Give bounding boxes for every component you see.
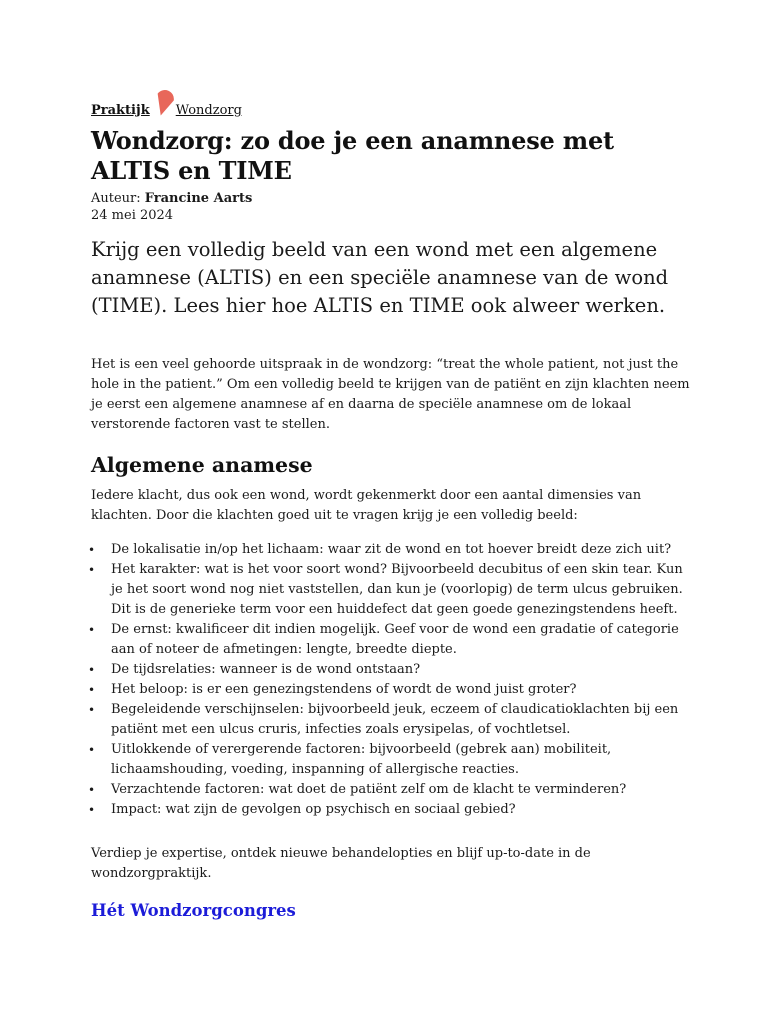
list-item: • Uitlokkende of verergerende factoren: bijvoorbeeld (gebrek aan) mobiliteit, lichaamshouding, voeding, inspanning of allergische reacties. — [91, 740, 691, 780]
list-item: • Het beloop: is er een genezingstendens of wordt de wond juist groter? — [91, 680, 691, 700]
author-label: Auteur: — [91, 191, 145, 206]
article-intro: Krijg een volledig beeld van een wond met een algemene anamnese (ALTIS) en een speciële anamnese van de wond (TIME). Lees hier hoe ALTIS en TIME ook alweer werken. — [91, 238, 669, 317]
article-meta — [91, 190, 252, 224]
list-item: • De tijdsrelaties: wanneer is de wond ontstaan? — [91, 660, 691, 680]
breadcrumb-link-praktijk[interactable]: Praktijk — [91, 103, 150, 118]
body-paragraph-3: Verdiep je expertise, ontdek nieuwe behandelopties en blijf up-to-date in de wondzorgpraktijk. — [91, 846, 591, 881]
dimension-list — [91, 540, 691, 820]
page-title: Wondzorg: zo doe je een anamnese met ALTIS en TIME — [91, 126, 614, 185]
list-item: • Impact: wat zijn de gevolgen op psychisch en sociaal gebied? — [91, 800, 691, 820]
body-paragraph-2: Iedere klacht, dus ook een wond, wordt gekenmerkt door een aantal dimensies van klachten. Door die klachten goed uit te vragen krijg je een volledig beeld: — [91, 488, 642, 523]
body-paragraph-1: Het is een veel gehoorde uitspraak in de wondzorg: “treat the whole patient, not just the hole in the patient.” Om een volledig beeld te krijgen van de patiënt en zijn klachten neem je eerst een algemene anamnese af en daarna de speciële anamnese om de lokaal verstorende factoren vast te stellen. — [91, 357, 690, 432]
breadcrumb-separator-icon — [150, 97, 174, 119]
list-item: • Verzachtende factoren: wat doet de patiënt zelf om de klacht te verminderen? — [91, 780, 691, 800]
list-item: • Begeleidende verschijnselen: bijvoorbeeld jeuk, eczeem of claudicatioklachten bij een patiënt met een ulcus cruris, infecties zoals erysipelas, of vochtletsel. — [91, 700, 691, 740]
list-item: • De ernst: kwalificeer dit indien mogelijk. Geef voor de wond een gradatie of categorie aan of noteer de afmetingen: lengte, breedte diepte. — [91, 620, 691, 660]
author-line — [91, 190, 252, 207]
section-heading: Algemene anamese — [91, 453, 313, 477]
list-item: • De lokalisatie in/op het lichaam: waar zit de wond en tot hoever breidt deze zich uit? — [91, 540, 691, 560]
breadcrumb — [91, 97, 242, 120]
congress-link[interactable]: Hét Wondzorgcongres — [91, 901, 296, 920]
breadcrumb-link-wondzorg[interactable]: Wondzorg — [175, 103, 242, 118]
author-name: Francine Aarts — [144, 191, 253, 206]
list-item: • Het karakter: wat is het voor soort wond? Bijvoorbeeld decubitus of een skin tear. Kun je het soort wond nog niet vaststellen, dan kun je (voorlopig) de term ulcus gebruiken. Dit is de generieke term voor een huiddefect dat geen goede genezingstendens heeft. — [91, 560, 691, 620]
publish-date: 24 mei 2024 — [91, 208, 174, 223]
